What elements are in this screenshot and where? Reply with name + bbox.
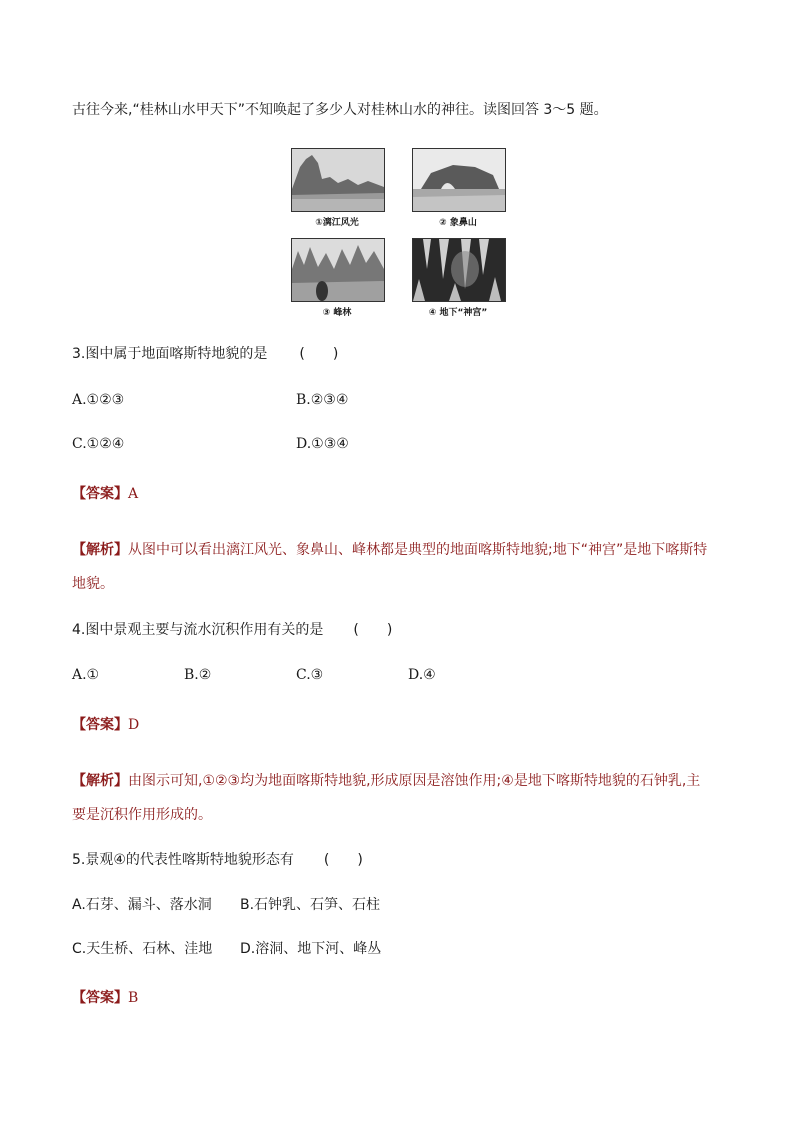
caption-fig4: ④ 地下“神宫” [428, 308, 488, 318]
q4-analysis-line2: 要是沉积作用形成的。 [72, 807, 212, 823]
caption-fig3: ③ 峰林 [322, 308, 352, 318]
intro-text: 古往今来,“桂林山水甲天下”不知唤起了多少人对桂林山水的神往。读图回答 3～5 题。 [72, 102, 608, 118]
q4-option-b: B.② [184, 667, 212, 683]
q5-option-d: D.溶洞、地下河、峰丛 [240, 941, 382, 957]
photo-lijiang-scenery [291, 148, 385, 212]
q5-option-a: A.石芽、漏斗、落水洞 [72, 897, 212, 913]
caption-fig2: ② 象鼻山 [439, 218, 477, 228]
q5-answer: 【答案】B [72, 990, 139, 1006]
q4-option-d: D.④ [408, 667, 436, 683]
q3-analysis-line1: 【解析】从图中可以看出漓江风光、象鼻山、峰林都是典型的地面喀斯特地貌;地下“神宫”是地下喀斯特 [72, 542, 708, 558]
q4-option-a: A.① [72, 667, 100, 683]
q4-analysis-line1: 【解析】由图示可知,①②③均为地面喀斯特地貌,形成原因是溶蚀作用;④是地下喀斯特地貌的石钟乳,主 [72, 773, 701, 789]
q5-stem: 5.景观④的代表性喀斯特地貌形态有 ( ) [72, 852, 363, 868]
q5-option-b: B.石钟乳、石笋、石柱 [240, 897, 381, 913]
q3-option-a: A.①②③ [72, 392, 125, 408]
caption-fig1: ①漓江风光 [315, 218, 359, 228]
q5-option-c: C.天生桥、石林、洼地 [72, 941, 213, 957]
q3-stem: 3.图中属于地面喀斯特地貌的是 ( ) [72, 346, 339, 362]
q4-answer: 【答案】D [72, 717, 140, 733]
q3-answer: 【答案】A [72, 486, 139, 502]
q3-option-b: B.②③④ [296, 392, 349, 408]
q3-analysis-line2: 地貌。 [72, 576, 114, 592]
q4-stem: 4.图中景观主要与流水沉积作用有关的是 ( ) [72, 622, 393, 638]
q3-option-d: D.①③④ [296, 436, 349, 452]
photo-elephant-trunk-hill [412, 148, 506, 212]
q4-option-c: C.③ [296, 667, 324, 683]
photo-peak-forest [291, 238, 385, 302]
photo-underground-palace [412, 238, 506, 302]
q3-option-c: C.①②④ [72, 436, 125, 452]
